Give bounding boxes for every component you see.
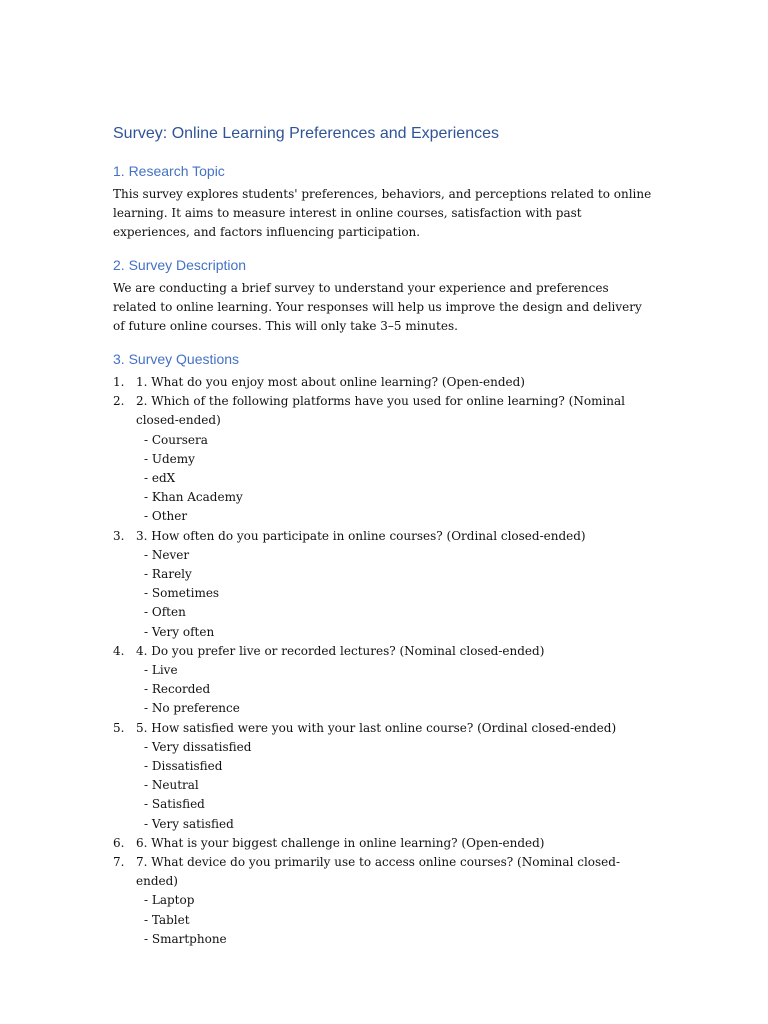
answer-option: - Coursera bbox=[144, 432, 208, 447]
question-number: 6. bbox=[113, 835, 125, 850]
section-heading-survey-questions: 3. Survey Questions bbox=[113, 351, 240, 367]
answer-option-list bbox=[136, 891, 658, 949]
question-text: 5. How satisfied were you with your last online course? (Ordinal closed-ended) bbox=[136, 720, 617, 735]
section-heading-research-topic: 1. Research Topic bbox=[113, 163, 225, 179]
question-text: 4. Do you prefer live or recorded lectures? (Nominal closed-ended) bbox=[136, 643, 545, 658]
question-text: 2. Which of the following platforms have you used for online learning? (Nominal closed-ended) bbox=[136, 394, 626, 428]
answer-option: - Satisfied bbox=[144, 797, 205, 812]
question-number: 2. bbox=[113, 394, 125, 409]
answer-option: - Khan Academy bbox=[144, 490, 243, 505]
question-number: 7. bbox=[113, 855, 125, 870]
answer-option: - Very satisfied bbox=[144, 816, 234, 831]
question-text: 6. What is your biggest challenge in online learning? (Open-ended) bbox=[136, 835, 545, 850]
question-item bbox=[113, 527, 658, 642]
answer-option: - Udemy bbox=[144, 451, 195, 466]
section-heading-survey-description: 2. Survey Description bbox=[113, 257, 247, 273]
research-topic-paragraph: This survey explores students' preferences, behaviors, and perceptions related to online learning. It aims to measure interest in online courses, satisfaction with past experiences, and factors influencing participation. bbox=[113, 187, 652, 240]
answer-option: - Very often bbox=[144, 624, 215, 639]
question-number: 4. bbox=[113, 643, 125, 658]
answer-option: - Tablet bbox=[144, 912, 190, 927]
question-number: 1. bbox=[113, 375, 125, 389]
answer-option-list bbox=[136, 661, 658, 719]
answer-option: - Smartphone bbox=[144, 931, 227, 946]
question-text: 3. How often do you participate in online courses? (Ordinal closed-ended) bbox=[136, 528, 586, 543]
question-number: 3. bbox=[113, 528, 125, 543]
question-item bbox=[113, 373, 658, 392]
question-list bbox=[113, 373, 658, 949]
question-item bbox=[113, 834, 658, 853]
answer-option: - Other bbox=[144, 509, 188, 524]
answer-option: - Laptop bbox=[144, 893, 195, 908]
answer-option: - Very dissatisfied bbox=[144, 739, 252, 754]
answer-option: - Dissatisfied bbox=[144, 759, 223, 774]
answer-option: - Neutral bbox=[144, 778, 199, 793]
answer-option-list bbox=[136, 546, 658, 642]
question-item bbox=[113, 642, 658, 719]
survey-description-paragraph: We are conducting a brief survey to understand your experience and preferences related to online learning. Your responses will help us improve the design and delivery of future online courses. This will only take 3–5 minutes. bbox=[113, 281, 642, 334]
document-title: Survey: Online Learning Preferences and Experiences bbox=[113, 125, 499, 142]
question-item bbox=[113, 719, 658, 834]
question-item bbox=[113, 392, 658, 526]
question-item bbox=[113, 853, 658, 949]
answer-option: - Sometimes bbox=[144, 586, 220, 601]
question-text: 7. What device do you primarily use to access online courses? (Nominal closed-ended) bbox=[136, 855, 620, 889]
question-number: 5. bbox=[113, 720, 125, 735]
question-text: 1. What do you enjoy most about online learning? (Open-ended) bbox=[136, 375, 525, 389]
answer-option: - Rarely bbox=[144, 567, 192, 582]
answer-option: - Often bbox=[144, 605, 186, 620]
answer-option-list bbox=[136, 431, 658, 527]
answer-option: - edX bbox=[144, 471, 176, 486]
answer-option-list bbox=[136, 738, 658, 834]
answer-option: - Live bbox=[144, 663, 178, 678]
answer-option: - Recorded bbox=[144, 682, 211, 697]
answer-option: - No preference bbox=[144, 701, 240, 716]
answer-option: - Never bbox=[144, 547, 190, 562]
